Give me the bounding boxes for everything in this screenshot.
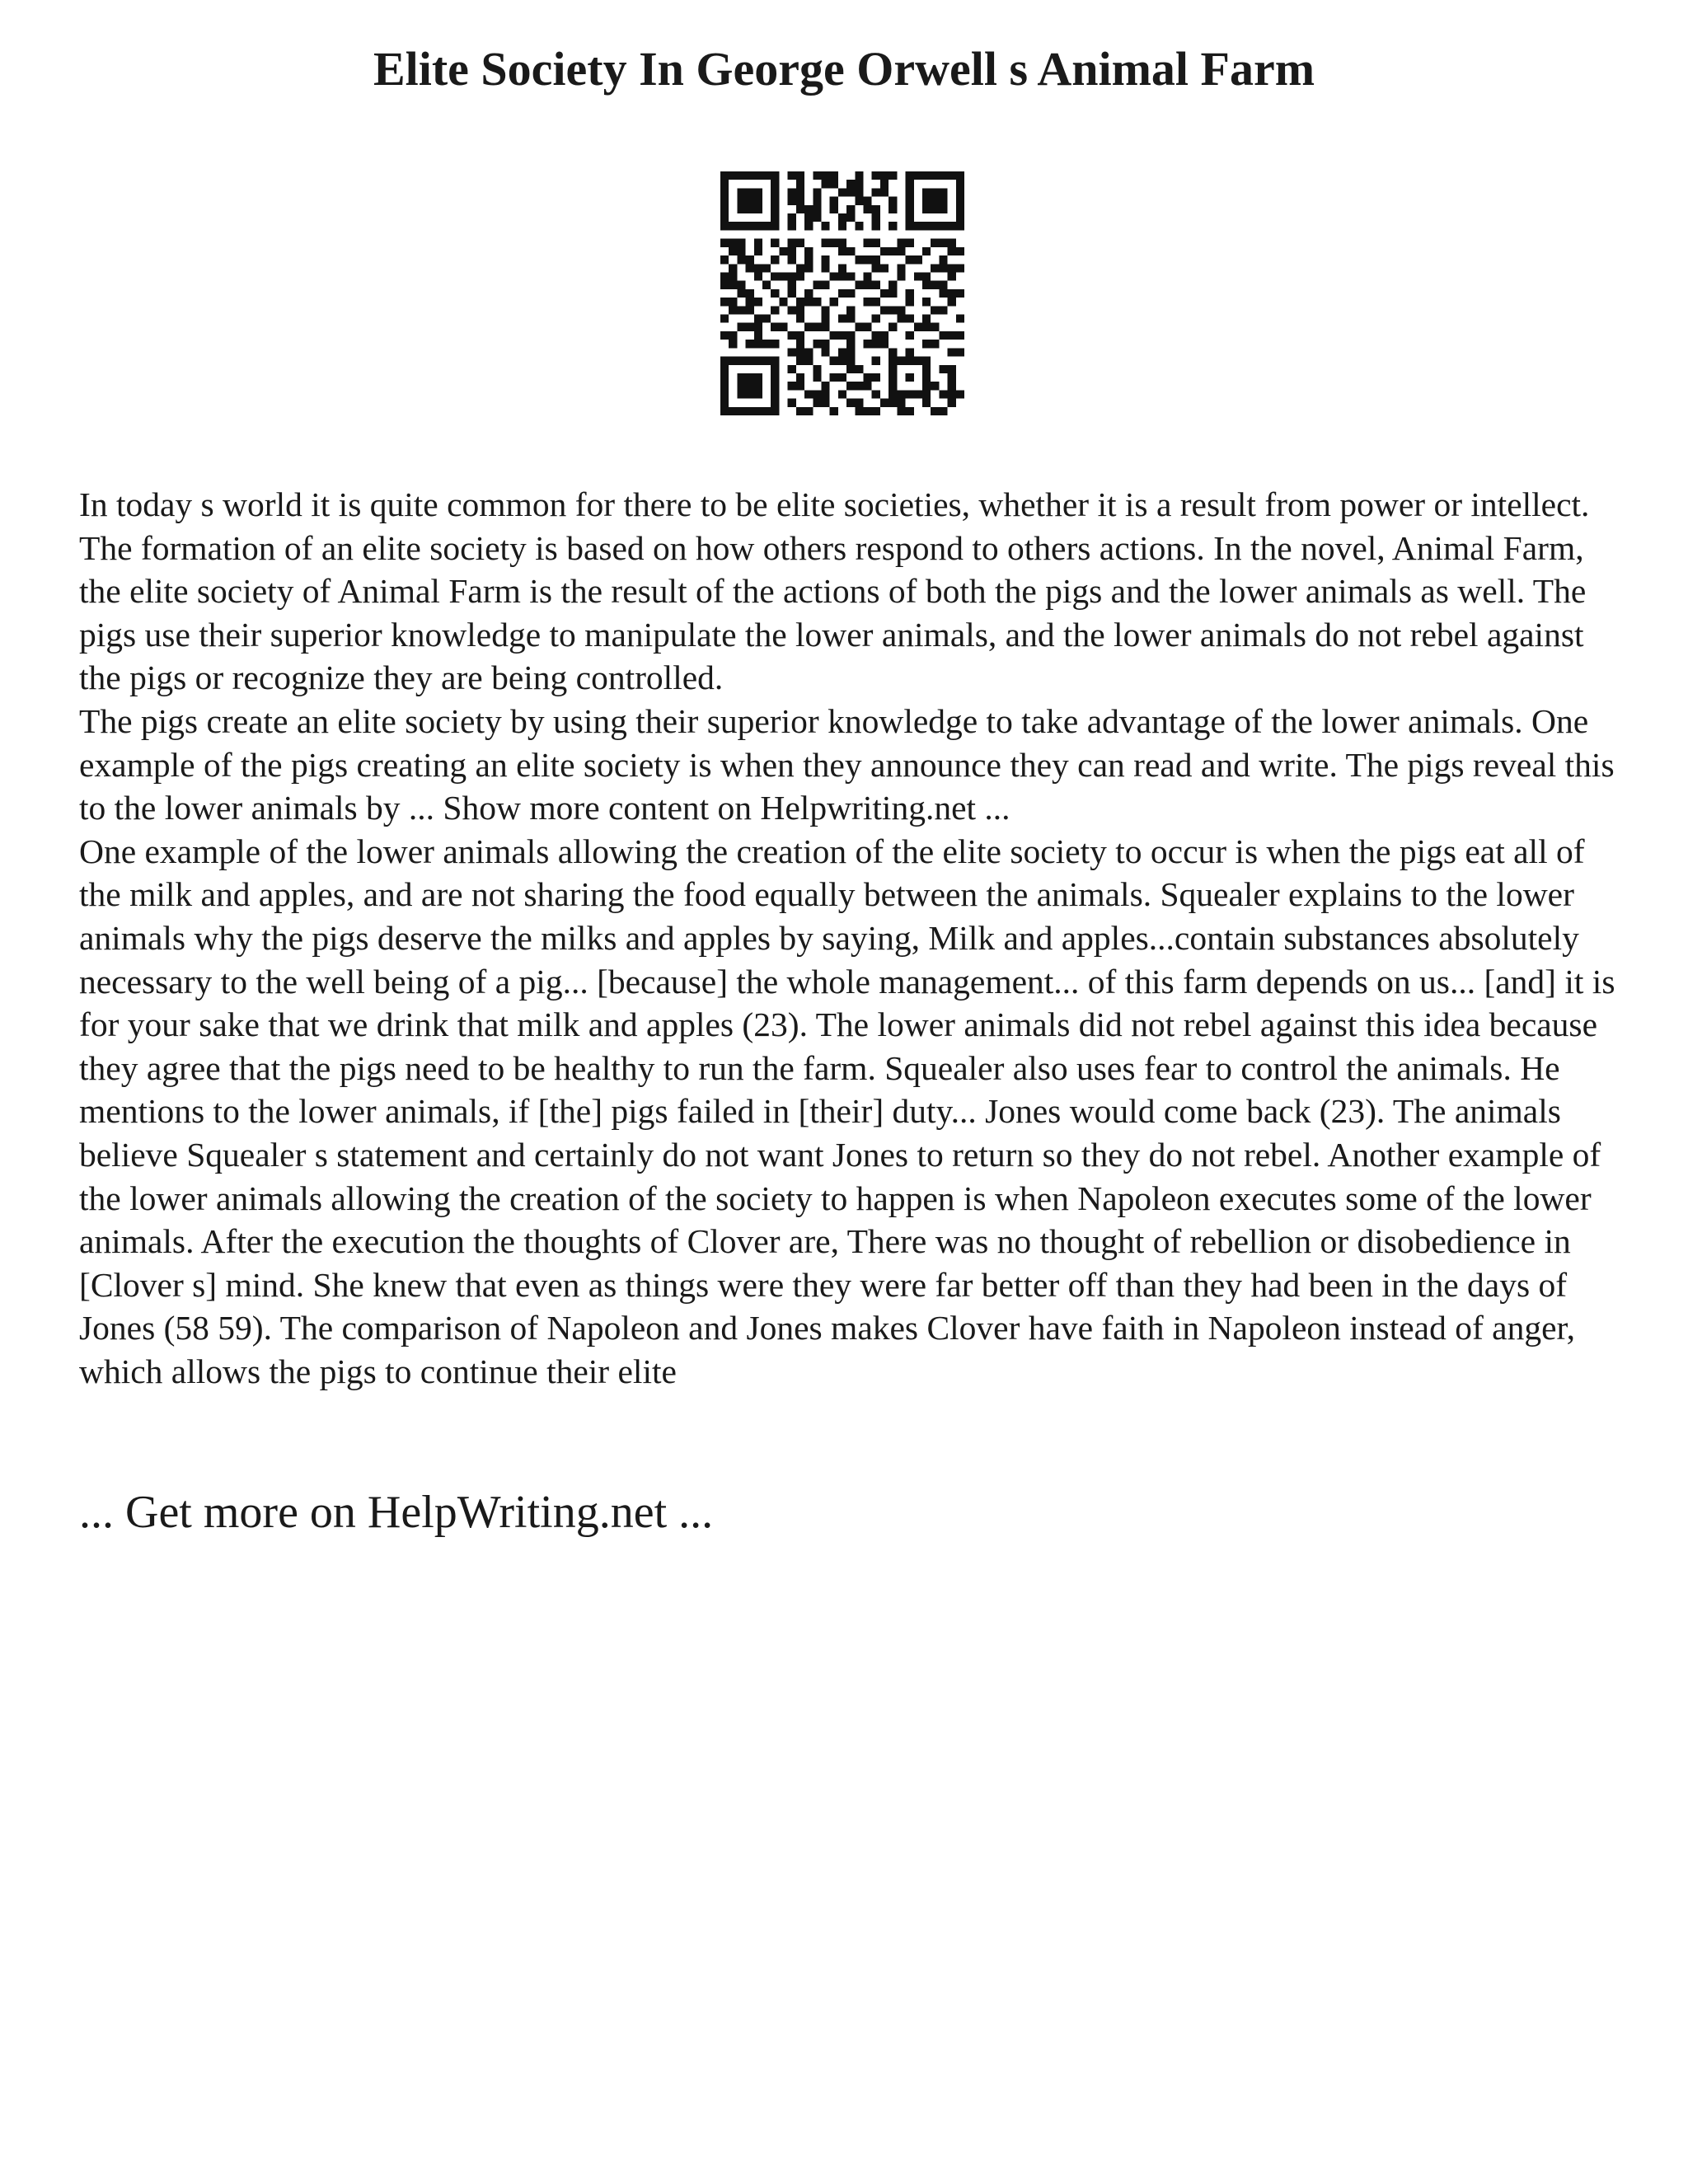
paragraph-lower-animals: One example of the lower animals allowing the creation of the elite society to occur is when the pigs eat all of the milk and apples, and are not sharing the food equally between the animals. Squealer explains to the lower animals why the pigs deserve the milks and apples by saying, Milk and apples...contain substances absolutely necessary to the well being of a pig... [because] the whole management... of this farm depends on us... [and] it is for your sake that we drink that milk and apples (23). The lower animals did not rebel against this idea because they agree that the pigs need to be healthy to run the farm. Squealer also uses fear to control the animals. He mentions to the lower animals, if [the] pigs failed in [their] duty... Jones would come back (23). The animals believe Squealer s statement and certainly do not want Jones to return so they do not rebel. Another example of the lower animals allowing the creation of the society to happen is when Napoleon executes some of the lower animals. After the execution the thoughts of Clover are, There was no thought of rebellion or disobedience in [Clover s] mind. She knew that even as things were they were far better off than they had been in the days of Jones (58 59). The comparison of Napoleon and Jones makes Clover have faith in Napoleon instead of anger, which allows the pigs to continue their elite	[79, 832, 1615, 1390]
paragraph-intro: In today s world it is quite common for there to be elite societies, whether it is a result from power or intellect. The formation of an elite society is based on how others respond to others actions. In the novel, Animal Farm, the elite society of Animal Farm is the result of the actions of both the pigs and the lower animals as well. The pigs use their superior knowledge to manipulate the lower animals, and the lower animals do not rebel against the pigs or recognize they are being controlled.	[79, 485, 1590, 697]
essay-body	[79, 483, 1629, 1393]
page-title: Elite Society In George Orwell s Animal Farm	[373, 42, 1315, 96]
get-more-link[interactable]: ... Get more on HelpWriting.net ...	[79, 1487, 714, 1538]
qr-code-icon	[720, 171, 964, 415]
paragraph-pigs: The pigs create an elite society by using their superior knowledge to take advantage of the lower animals. One example of the pigs creating an elite society is when they announce they can read and write. The pigs reveal this to the lower animals by ... Show more content on Helpwriting.net ...	[79, 701, 1615, 827]
